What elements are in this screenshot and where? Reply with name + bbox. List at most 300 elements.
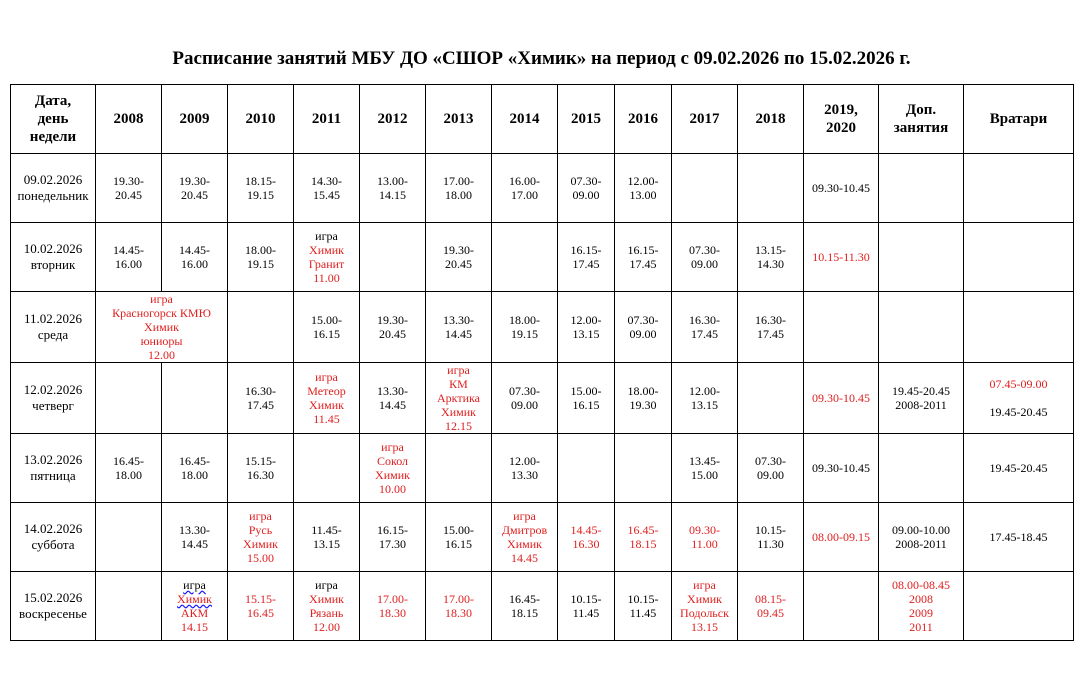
- cell-text: 09.00: [757, 468, 784, 482]
- schedule-cell: [228, 154, 294, 223]
- cell-text: Дмитров: [501, 523, 548, 537]
- cell-text: 08.00-08.45: [892, 578, 950, 592]
- cell-text: 12.00-: [509, 454, 540, 468]
- schedule-cell: [360, 503, 426, 572]
- cell-text: 16.15-: [570, 243, 602, 257]
- cell-text: 15.00: [691, 468, 718, 482]
- cell-text: 17.45-18.45: [989, 530, 1048, 544]
- schedule-cell: [228, 572, 294, 641]
- cell-text: 11.30: [757, 537, 784, 551]
- schedule-cell: [162, 154, 228, 223]
- weekday-text: понедельник: [17, 188, 89, 203]
- cell-text: 18.30: [445, 606, 472, 620]
- column-header: 2017: [672, 85, 738, 154]
- cell-text: 15.00-: [311, 313, 342, 327]
- cell-text: 15.15-: [245, 454, 276, 468]
- cell-text: игра: [513, 509, 536, 523]
- cell-text: 19.15: [247, 188, 274, 202]
- cell-text: 12.00-: [570, 313, 602, 327]
- cell-text: 18.00: [115, 468, 142, 482]
- schedule-cell: [228, 434, 294, 503]
- schedule-cell: [426, 292, 492, 363]
- schedule-cell: [426, 223, 492, 292]
- cell-text: 13.15: [313, 537, 340, 551]
- cell-text: 20.45: [115, 188, 142, 202]
- cell-text: 16.30-: [689, 313, 720, 327]
- schedule-cell: [738, 503, 804, 572]
- cell-text: Химик: [441, 405, 476, 419]
- schedule-cell: [162, 223, 228, 292]
- cell-text: игра: [381, 440, 404, 454]
- page-title: Расписание занятий МБУ ДО «СШОР «Химик» на период с 09.02.2026 по 15.02.2026 г.: [172, 48, 911, 69]
- cell-text: Подольск: [680, 606, 729, 620]
- schedule-cell: [492, 292, 558, 363]
- column-header: 2011: [294, 85, 360, 154]
- column-header: 2015: [558, 85, 615, 154]
- cell-text: 11.45: [629, 606, 657, 620]
- cell-text: 14.45-: [570, 523, 602, 537]
- schedule-cell: [879, 434, 964, 503]
- cell-text: 10.15-: [570, 592, 602, 606]
- cell-text: игра: [315, 578, 338, 592]
- schedule-cell: [615, 572, 672, 641]
- cell-text: 14.30: [757, 257, 784, 271]
- cell-text: 2009: [909, 606, 933, 620]
- schedule-cell: [879, 154, 964, 223]
- cell-text: 16.00: [115, 257, 142, 271]
- cell-text: 16.30: [572, 537, 600, 551]
- weekday-text: вторник: [30, 257, 76, 272]
- cell-text: 13.30-: [179, 523, 210, 537]
- cell-text: 20.45: [445, 257, 472, 271]
- cell-text: 17.00-: [443, 592, 474, 606]
- schedule-cell: [162, 572, 228, 641]
- table-row: [11, 154, 1074, 223]
- cell-text: 14.30-: [311, 174, 342, 188]
- cell-text: 09.30-10.45: [812, 391, 870, 405]
- schedule-cell: [879, 223, 964, 292]
- cell-text: 17.45: [691, 327, 718, 341]
- column-header: 2010: [228, 85, 294, 154]
- cell-text: 18.00: [181, 468, 208, 482]
- cell-text: 14.45: [511, 551, 538, 565]
- schedule-cell: [492, 434, 558, 503]
- table-row: [11, 434, 1074, 503]
- schedule-cell: [96, 572, 162, 641]
- cell-text: игра: [249, 509, 272, 523]
- schedule-cell: [426, 363, 492, 434]
- schedule-cell: [672, 223, 738, 292]
- cell-text: игра: [150, 292, 173, 306]
- cell-text: 14.45: [181, 537, 208, 551]
- weekday-text: среда: [37, 327, 69, 342]
- cell-text: 2008-2011: [895, 537, 947, 551]
- date-cell: [11, 154, 96, 223]
- table-row: [11, 572, 1074, 641]
- cell-text: 16.45-: [509, 592, 540, 606]
- header-row: [11, 85, 1074, 154]
- cell-text: Красногорск КМЮ: [112, 306, 211, 320]
- schedule-cell: [294, 363, 360, 434]
- schedule-cell: [228, 503, 294, 572]
- schedule-cell: [804, 503, 879, 572]
- cell-text: Химик: [243, 537, 278, 551]
- cell-text: Химик: [309, 592, 344, 606]
- cell-text: 2008: [909, 592, 933, 606]
- schedule-cell: [738, 292, 804, 363]
- schedule-cell: [738, 572, 804, 641]
- schedule-cell: [672, 572, 738, 641]
- cell-text: 09.30-10.45: [812, 181, 870, 195]
- date-text: 14.02.2026: [23, 521, 83, 536]
- cell-text: 16.30: [247, 468, 274, 482]
- cell-text: 15.00: [247, 551, 274, 565]
- schedule-cell: [360, 363, 426, 434]
- schedule-cell: [96, 363, 162, 434]
- cell-text: игра: [693, 578, 716, 592]
- cell-text: [965, 391, 1072, 405]
- cell-text: 09.00: [511, 398, 538, 412]
- cell-text: 18.15: [629, 537, 657, 551]
- cell-text: 17.45: [247, 398, 274, 412]
- schedule-cell: [804, 434, 879, 503]
- schedule-cell: [294, 434, 360, 503]
- cell-text: 18.00-: [509, 313, 540, 327]
- schedule-cell: [558, 503, 615, 572]
- weekday-text: суббота: [31, 537, 75, 552]
- schedule-cell: [615, 154, 672, 223]
- cell-text: 15.15-: [245, 592, 276, 606]
- schedule-cell: [558, 154, 615, 223]
- cell-text: 12.00: [148, 348, 175, 362]
- schedule-cell: [738, 223, 804, 292]
- schedule-cell: [426, 572, 492, 641]
- cell-text: 13.15: [691, 620, 718, 634]
- schedule-cell: [96, 292, 228, 363]
- cell-text: 15.45: [313, 188, 340, 202]
- schedule-cell: [294, 503, 360, 572]
- schedule-cell: [360, 572, 426, 641]
- cell-text: 18.15-: [245, 174, 276, 188]
- cell-text: 19.45-20.45: [989, 405, 1048, 419]
- cell-text: 16.15: [445, 537, 472, 551]
- cell-text: 2008-2011: [895, 398, 947, 412]
- cell-text: 16.45-: [627, 523, 659, 537]
- weekday-text: пятница: [30, 468, 76, 483]
- schedule-cell: [879, 503, 964, 572]
- cell-text: 16.45-: [179, 454, 210, 468]
- cell-text: 16.00-: [509, 174, 540, 188]
- schedule-cell: [162, 363, 228, 434]
- cell-text: 16.45: [247, 606, 274, 620]
- cell-text: Химик: [507, 537, 542, 551]
- schedule-cell: [360, 434, 426, 503]
- schedule-cell: [294, 223, 360, 292]
- date-text: 13.02.2026: [23, 452, 83, 467]
- schedule-cell: [672, 292, 738, 363]
- cell-text: 17.00: [511, 188, 538, 202]
- schedule-cell: [879, 572, 964, 641]
- cell-text: 13.15: [572, 327, 600, 341]
- cell-text: 15.00-: [443, 523, 474, 537]
- schedule-cell: [672, 363, 738, 434]
- column-header: Вратари: [964, 85, 1074, 154]
- cell-text: игра: [315, 370, 338, 384]
- column-header: 2013: [426, 85, 492, 154]
- cell-text: 16.00: [181, 257, 208, 271]
- cell-text: 18.00: [445, 188, 472, 202]
- cell-text: 13.30-: [443, 313, 474, 327]
- cell-text: 13.00-: [377, 174, 408, 188]
- cell-text: 17.00-: [443, 174, 474, 188]
- column-header: 2019, 2020: [804, 85, 879, 154]
- cell-text: 15.00-: [570, 384, 602, 398]
- cell-text: 10.15-: [627, 592, 659, 606]
- cell-text: 14.45: [445, 327, 472, 341]
- cell-text: игра: [315, 229, 338, 243]
- cell-text: 18.00-: [627, 384, 659, 398]
- cell-text: 11.45-: [311, 523, 342, 537]
- schedule-cell: [558, 223, 615, 292]
- schedule-cell: [615, 292, 672, 363]
- schedule-cell: [964, 434, 1074, 503]
- schedule-cell: [558, 572, 615, 641]
- schedule-cell: [492, 572, 558, 641]
- cell-text: игра: [447, 363, 470, 377]
- schedule-cell: [294, 572, 360, 641]
- date-text: 10.02.2026: [23, 241, 83, 256]
- schedule-cell: [96, 503, 162, 572]
- schedule-cell: [360, 223, 426, 292]
- cell-text: 12.00: [313, 620, 340, 634]
- cell-text: 19.30-: [443, 243, 474, 257]
- column-header: 2008: [96, 85, 162, 154]
- column-header: 2018: [738, 85, 804, 154]
- schedule-cell: [672, 154, 738, 223]
- schedule-cell: [96, 154, 162, 223]
- schedule-cell: [96, 434, 162, 503]
- date-text: 12.02.2026: [23, 382, 83, 397]
- cell-text: 16.45-: [113, 454, 144, 468]
- cell-text: 09.00-10.00: [892, 523, 950, 537]
- cell-text: 11.45: [313, 412, 340, 426]
- date-cell: [11, 503, 96, 572]
- cell-text: 07.30-: [689, 243, 720, 257]
- schedule-cell: [426, 154, 492, 223]
- schedule-cell: [804, 363, 879, 434]
- schedule-table: [10, 84, 1074, 641]
- cell-text: 19.15: [511, 327, 538, 341]
- cell-text: 09.45: [757, 606, 784, 620]
- cell-text: Метеор: [307, 384, 346, 398]
- schedule-cell: [672, 434, 738, 503]
- cell-text: 13.15-: [755, 243, 786, 257]
- schedule-cell: [804, 572, 879, 641]
- cell-text: 10.00: [379, 482, 406, 496]
- cell-text: 09.00: [629, 327, 657, 341]
- cell-text: 14.15: [181, 620, 208, 634]
- cell-text: 16.15-: [627, 243, 659, 257]
- schedule-cell: [804, 292, 879, 363]
- schedule-cell: [426, 503, 492, 572]
- cell-text: 14.45: [379, 398, 406, 412]
- cell-text: 16.15: [572, 398, 600, 412]
- schedule-cell: [738, 154, 804, 223]
- schedule-cell: [162, 503, 228, 572]
- schedule-cell: [804, 154, 879, 223]
- cell-text: 07.30-: [755, 454, 786, 468]
- cell-text: 07.45-09.00: [989, 377, 1048, 391]
- cell-text: 18.30: [379, 606, 406, 620]
- cell-text: Химик: [309, 243, 344, 257]
- cell-text: Рязань: [309, 606, 344, 620]
- schedule-cell: [738, 434, 804, 503]
- date-text: 09.02.2026: [23, 172, 83, 187]
- date-cell: [11, 572, 96, 641]
- schedule-cell: [804, 223, 879, 292]
- table-row: [11, 363, 1074, 434]
- schedule-cell: [294, 154, 360, 223]
- schedule-cell: [492, 503, 558, 572]
- cell-text: Химик: [687, 592, 722, 606]
- cell-text: 19.45-20.45: [989, 461, 1048, 475]
- cell-text: 10.15-: [755, 523, 786, 537]
- schedule-cell: [738, 363, 804, 434]
- schedule-cell: [615, 363, 672, 434]
- cell-text: 11.00: [313, 271, 340, 285]
- schedule-cell: [162, 434, 228, 503]
- schedule-cell: [492, 223, 558, 292]
- cell-text: 13.30-: [377, 384, 408, 398]
- cell-text: Химик: [375, 468, 410, 482]
- schedule-cell: [558, 292, 615, 363]
- cell-text: 09.30-10.45: [812, 461, 870, 475]
- cell-text: Химик: [144, 320, 179, 334]
- column-header-date: Дата, день недели: [11, 85, 96, 154]
- cell-text: 09.30-: [689, 523, 720, 537]
- date-text: 11.02.2026: [23, 311, 83, 326]
- schedule-cell: [964, 503, 1074, 572]
- cell-text: Русь: [248, 523, 273, 537]
- date-cell: [11, 363, 96, 434]
- column-header: 2016: [615, 85, 672, 154]
- cell-text: 10.15-11.30: [812, 250, 870, 264]
- schedule-cell: [615, 434, 672, 503]
- column-header: Доп. занятия: [879, 85, 964, 154]
- cell-text: 19.30-: [179, 174, 210, 188]
- schedule-cell: [228, 363, 294, 434]
- date-cell: [11, 434, 96, 503]
- table-row: [11, 503, 1074, 572]
- cell-text: 19.30-: [113, 174, 144, 188]
- schedule-cell: [615, 503, 672, 572]
- cell-text: 17.45: [629, 257, 657, 271]
- cell-text: 11.45: [572, 606, 600, 620]
- weekday-text: воскресенье: [19, 606, 87, 621]
- schedule-cell: [426, 434, 492, 503]
- cell-text: 13.45-: [689, 454, 720, 468]
- cell-text: 13.30: [511, 468, 538, 482]
- schedule-cell: [360, 154, 426, 223]
- cell-text: 16.15-: [377, 523, 408, 537]
- cell-text: 18.15: [511, 606, 538, 620]
- schedule-cell: [672, 503, 738, 572]
- cell-text: 20.45: [379, 327, 406, 341]
- cell-text: 18.00-: [245, 243, 276, 257]
- schedule-cell: [360, 292, 426, 363]
- cell-text: 11.00: [691, 537, 718, 551]
- cell-text: АКМ: [180, 606, 209, 620]
- schedule-cell: [228, 292, 294, 363]
- cell-text: 07.30-: [509, 384, 540, 398]
- table-row: [11, 223, 1074, 292]
- schedule-cell: [964, 223, 1074, 292]
- schedule-cell: [558, 434, 615, 503]
- cell-text: 07.30-: [570, 174, 602, 188]
- cell-text: 16.15: [313, 327, 340, 341]
- cell-text: 09.00: [572, 188, 600, 202]
- schedule-cell: [492, 363, 558, 434]
- cell-text: 19.30: [629, 398, 657, 412]
- schedule-cell: [228, 223, 294, 292]
- cell-text: Химик: [309, 398, 344, 412]
- table-row: [11, 292, 1074, 363]
- date-text: 15.02.2026: [23, 590, 83, 605]
- cell-text: 14.45-: [179, 243, 210, 257]
- cell-text: 12.15: [445, 419, 472, 433]
- cell-text: Арктика: [437, 391, 480, 405]
- cell-text: 16.30-: [245, 384, 276, 398]
- cell-text: игра: [183, 578, 206, 592]
- cell-text: юниоры: [140, 334, 183, 348]
- cell-text: 09.00: [691, 257, 718, 271]
- cell-text: КМ: [449, 377, 468, 391]
- schedule-cell: [96, 223, 162, 292]
- schedule-cell: [294, 292, 360, 363]
- cell-text: Гранит: [308, 257, 345, 271]
- schedule-cell: [492, 154, 558, 223]
- schedule-cell: [964, 363, 1074, 434]
- schedule-cell: [964, 154, 1074, 223]
- schedule-cell: [879, 363, 964, 434]
- column-header: 2009: [162, 85, 228, 154]
- schedule-cell: [964, 292, 1074, 363]
- cell-text: 20.45: [181, 188, 208, 202]
- schedule-cell: [964, 572, 1074, 641]
- cell-text: 12.00-: [627, 174, 659, 188]
- column-header: 2014: [492, 85, 558, 154]
- cell-text: 13.00: [629, 188, 657, 202]
- cell-text: 08.00-09.15: [812, 530, 870, 544]
- cell-text: 2011: [909, 620, 933, 634]
- cell-text: 14.45-: [113, 243, 144, 257]
- cell-text: 17.00-: [377, 592, 408, 606]
- weekday-text: четверг: [32, 398, 74, 413]
- schedule-cell: [615, 223, 672, 292]
- date-cell: [11, 292, 96, 363]
- cell-text: 19.15: [247, 257, 274, 271]
- cell-text: 19.30-: [377, 313, 408, 327]
- cell-text: 07.30-: [627, 313, 659, 327]
- cell-text: 14.15: [379, 188, 406, 202]
- schedule-cell: [879, 292, 964, 363]
- cell-text: 13.15: [691, 398, 718, 412]
- cell-text: Химик: [177, 592, 212, 606]
- column-header: 2012: [360, 85, 426, 154]
- cell-text: 17.45: [757, 327, 784, 341]
- cell-text: Сокол: [376, 454, 409, 468]
- cell-text: 08.15-: [755, 592, 786, 606]
